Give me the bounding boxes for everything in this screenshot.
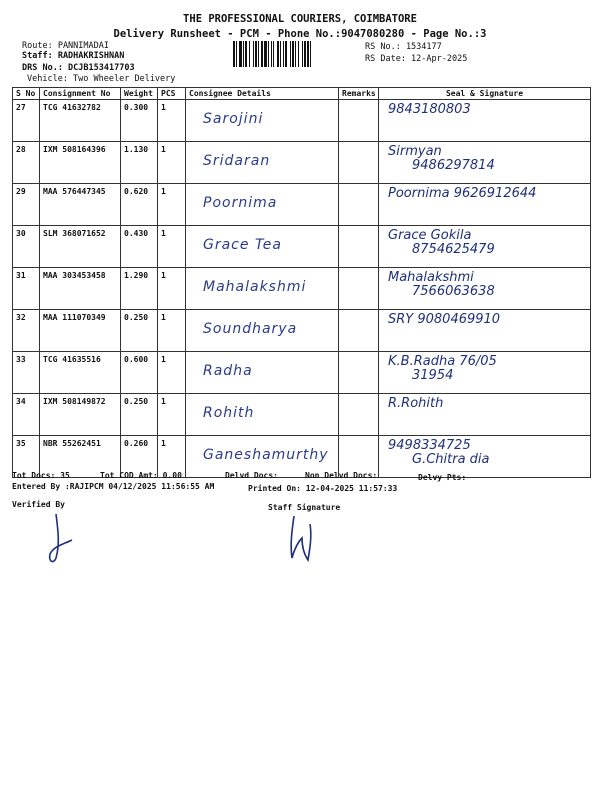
table-row	[13, 310, 591, 352]
cell-remarks	[339, 268, 379, 310]
cell-signature	[379, 100, 591, 142]
tot-cod: Tot COD Amt: 0.00	[100, 471, 182, 480]
signature-handwriting: Mahalakshmi	[388, 270, 474, 285]
col-consignee: Consignee Details	[186, 88, 339, 100]
cell-remarks	[339, 100, 379, 142]
table-row	[13, 142, 591, 184]
printed-on: Printed On: 12-04-2025 11:57:33	[248, 484, 398, 493]
barcode	[233, 41, 355, 67]
consignee-handwriting: Soundharya	[203, 321, 298, 337]
consignee-handwriting: Grace Tea	[203, 237, 282, 253]
cell-consignee	[186, 352, 339, 394]
signature-handwriting: 9498334725	[388, 438, 471, 453]
cell-weight: 0.600	[121, 352, 158, 394]
cell-signature	[379, 268, 591, 310]
entered-by: Entered By :RAJIPCM 04/12/2025 11:56:55 AM	[12, 482, 215, 491]
cell-weight: 0.620	[121, 184, 158, 226]
delvd-docs: Delvd Docs:	[225, 471, 278, 480]
table-row	[13, 268, 591, 310]
signature-handwriting: 7566063638	[412, 284, 495, 299]
cell-sno: 28	[13, 142, 40, 184]
cell-sno: 27	[13, 100, 40, 142]
cell-weight: 1.130	[121, 142, 158, 184]
signature-handwriting: SRY 9080469910	[388, 312, 501, 327]
col-signature: Seal & Signature	[379, 88, 591, 100]
cell-consignee	[186, 394, 339, 436]
signature-handwriting: R.Rohith	[388, 396, 444, 411]
cell-remarks	[339, 142, 379, 184]
staff-label: Staff: RADHAKRISHNAN	[22, 51, 125, 61]
cell-sno: 31	[13, 268, 40, 310]
cell-sno: 33	[13, 352, 40, 394]
non-delvd-docs: Non Delvd Docs:	[305, 471, 378, 480]
table-row	[13, 394, 591, 436]
cell-weight: 0.430	[121, 226, 158, 268]
cell-weight: 1.290	[121, 268, 158, 310]
rs-number: RS No.: 1534177	[365, 42, 442, 52]
cell-consignment: MAA 576447345	[40, 184, 121, 226]
cell-signature	[379, 310, 591, 352]
cell-sno: 35	[13, 436, 40, 478]
cell-consignee	[186, 184, 339, 226]
consignee-handwriting: Radha	[203, 363, 253, 379]
route-label: Route: PANNIMADAI	[22, 41, 109, 51]
cell-pcs: 1	[158, 436, 186, 478]
cell-consignment: TCG 41632782	[40, 100, 121, 142]
cell-pcs: 1	[158, 100, 186, 142]
cell-remarks	[339, 310, 379, 352]
cell-pcs: 1	[158, 310, 186, 352]
col-sno: S No	[13, 88, 40, 100]
cell-signature	[379, 436, 591, 478]
consignee-handwriting: Sridaran	[203, 153, 271, 169]
col-pcs: PCS	[158, 88, 186, 100]
cell-pcs: 1	[158, 142, 186, 184]
cell-consignment: IXM 508164396	[40, 142, 121, 184]
cell-weight: 0.250	[121, 394, 158, 436]
rs-date: RS Date: 12-Apr-2025	[365, 54, 468, 64]
table-row	[13, 184, 591, 226]
table-row	[13, 352, 591, 394]
signature-handwriting: Sirmyan	[388, 144, 442, 159]
table-header-row	[13, 88, 591, 100]
col-remarks: Remarks	[339, 88, 379, 100]
cell-pcs: 1	[158, 268, 186, 310]
cell-weight: 0.260	[121, 436, 158, 478]
cell-consignment: MAA 303453458	[40, 268, 121, 310]
cell-consignment: TCG 41635516	[40, 352, 121, 394]
cell-remarks	[339, 394, 379, 436]
company-title: THE PROFESSIONAL COURIERS, COIMBATORE	[183, 13, 417, 25]
cell-pcs: 1	[158, 226, 186, 268]
cell-sno: 34	[13, 394, 40, 436]
signature-handwriting: Grace Gokila	[388, 228, 472, 243]
cell-consignment: MAA 111070349	[40, 310, 121, 352]
cell-remarks	[339, 226, 379, 268]
signature-handwriting: 31954	[412, 368, 454, 383]
cell-remarks	[339, 352, 379, 394]
cell-sno: 30	[13, 226, 40, 268]
consignee-handwriting: Poornima	[203, 195, 278, 211]
cell-signature	[379, 184, 591, 226]
table-row	[13, 100, 591, 142]
cell-sno: 29	[13, 184, 40, 226]
consignee-handwriting: Ganeshamurthy	[203, 447, 329, 463]
cell-pcs: 1	[158, 394, 186, 436]
cell-signature	[379, 226, 591, 268]
runsheet-table	[12, 87, 591, 478]
cell-weight: 0.250	[121, 310, 158, 352]
cell-consignment: NBR 55262451	[40, 436, 121, 478]
consignee-handwriting: Rohith	[203, 405, 255, 421]
cell-signature	[379, 142, 591, 184]
staff-signature-label: Staff Signature	[268, 503, 341, 512]
cell-consignment: IXM 508149872	[40, 394, 121, 436]
cell-consignee	[186, 142, 339, 184]
runsheet-subtitle: Delivery Runsheet - PCM - Phone No.:9047080280 - Page No.:3	[113, 28, 487, 40]
vehicle-label: Vehicle: Two Wheeler Delivery	[27, 74, 176, 84]
verified-signature	[38, 510, 78, 570]
signature-handwriting: G.Chitra dia	[412, 452, 490, 467]
cell-consignee	[186, 226, 339, 268]
cell-pcs: 1	[158, 184, 186, 226]
signature-handwriting: 9486297814	[412, 158, 495, 173]
cell-consignee	[186, 310, 339, 352]
cell-consignment: SLM 368071652	[40, 226, 121, 268]
signature-handwriting: Poornima 9626912644	[388, 186, 537, 201]
cell-signature	[379, 352, 591, 394]
cell-sno: 32	[13, 310, 40, 352]
col-weight: Weight	[121, 88, 158, 100]
col-consignment: Consignment No	[40, 88, 121, 100]
tot-docs: Tot Docs: 35	[12, 471, 70, 480]
verified-by-label: Verified By	[12, 500, 65, 509]
signature-handwriting: K.B.Radha 76/05	[388, 354, 497, 369]
cell-signature	[379, 394, 591, 436]
cell-remarks	[339, 184, 379, 226]
cell-consignee	[186, 100, 339, 142]
cell-consignee	[186, 268, 339, 310]
cell-weight: 0.300	[121, 100, 158, 142]
signature-handwriting: 9843180803	[388, 102, 471, 117]
consignee-handwriting: Mahalakshmi	[203, 279, 307, 295]
staff-signature	[280, 512, 320, 567]
delvy-pts: Delvy Pts:	[418, 473, 467, 482]
signature-handwriting: 8754625479	[412, 242, 495, 257]
table-row	[13, 226, 591, 268]
cell-pcs: 1	[158, 352, 186, 394]
drs-number: DRS No.: DCJB153417703	[22, 63, 135, 73]
consignee-handwriting: Sarojini	[203, 111, 264, 127]
